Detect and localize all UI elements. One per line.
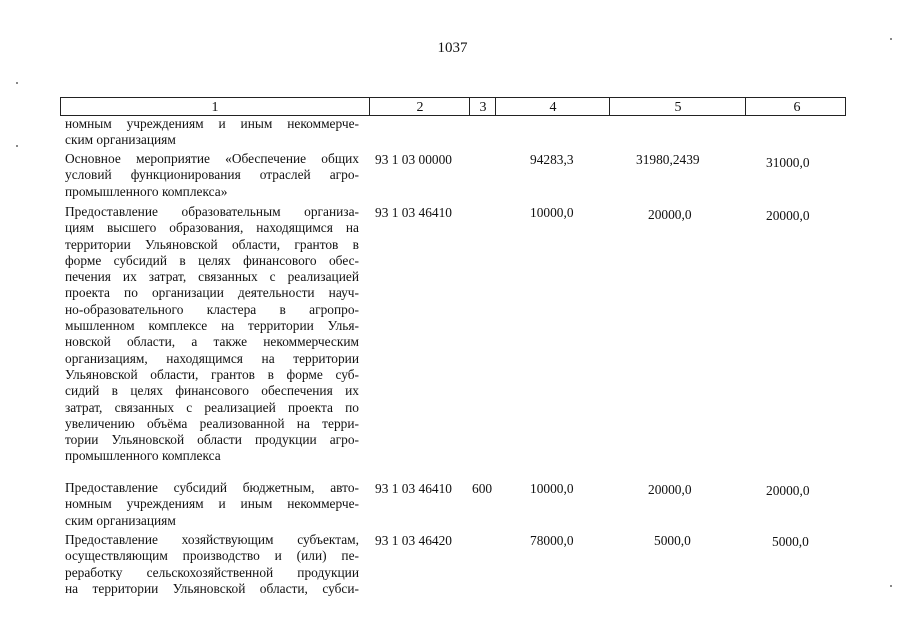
row-description xyxy=(65,204,359,465)
text-line: Предоставление образовательным организа- xyxy=(65,204,359,219)
text-line: но-образовательного кластера в агропро- xyxy=(65,301,359,317)
row-value-col4: 10000,0 xyxy=(530,481,574,496)
text-line: Предоставление хозяйствующим субъектам, xyxy=(65,532,359,547)
text-line: проекта по организации деятельности науч- xyxy=(65,285,359,301)
text-line: территории Ульяновской области, грантов в xyxy=(65,236,359,252)
header-cell-5: 5 xyxy=(609,98,746,115)
text-line: затрат, связанных с реализацией проекта по xyxy=(65,399,359,415)
text-line: увеличению объёма реализованной на терри- xyxy=(65,415,359,431)
row-value-col4: 78000,0 xyxy=(530,533,574,548)
text-line: циям высшего образования, находящимся на xyxy=(65,220,359,236)
row-value-col6: 20000,0 xyxy=(766,208,810,223)
row-value-col4: 94283,3 xyxy=(530,152,574,167)
text-line: Предоставление субсидий бюджетным, авто- xyxy=(65,480,359,495)
text-line: условий функционирования отраслей агро- xyxy=(65,167,359,183)
header-cell-6: 6 xyxy=(745,98,848,115)
scan-mark xyxy=(890,38,892,40)
row-code: 93 1 03 46410 xyxy=(375,481,452,496)
text-line: сидий в целях финансового обеспечения их xyxy=(65,383,359,399)
row-description xyxy=(65,480,359,529)
row-value-col5: 20000,0 xyxy=(648,207,692,222)
row-description xyxy=(65,116,359,149)
row-value-col5: 20000,0 xyxy=(648,482,692,497)
row-value-col6: 31000,0 xyxy=(766,155,810,170)
text-line: осуществляющим производство и (или) пе- xyxy=(65,548,359,564)
table-header-row xyxy=(60,97,846,116)
text-line: Основное мероприятие «Обеспечение общих xyxy=(65,151,359,166)
text-line: номным учреждениям и иным некоммерче- xyxy=(65,116,359,131)
text-line: форме субсидий в целях финансового обес- xyxy=(65,252,359,268)
row-value-col6: 5000,0 xyxy=(772,534,809,549)
header-cell-1: 1 xyxy=(211,100,219,115)
row-description xyxy=(65,151,359,200)
row-value-col6: 20000,0 xyxy=(766,483,810,498)
text-line: промышленного комплекса» xyxy=(65,183,228,199)
text-line: ским организациям xyxy=(65,132,176,148)
row-description xyxy=(65,532,359,597)
text-line: мышленном комплексе на территории Улья- xyxy=(65,318,359,334)
text-line: реработку сельскохозяйственной продукции xyxy=(65,564,359,580)
text-line: номным учреждениям и иным некоммерче- xyxy=(65,496,359,512)
text-line: промышленного комплекса xyxy=(65,448,221,464)
header-cell-4: 4 xyxy=(495,98,610,115)
text-line: Ульяновской области, грантов в форме суб- xyxy=(65,366,359,382)
scan-mark xyxy=(16,82,18,84)
row-type: 600 xyxy=(472,481,493,496)
text-line: тории Ульяновской области продукции агро- xyxy=(65,432,359,448)
row-value-col4: 10000,0 xyxy=(530,205,574,220)
row-code: 93 1 03 46420 xyxy=(375,533,452,548)
header-cell-2: 2 xyxy=(369,98,470,115)
text-line: ским организациям xyxy=(65,512,176,528)
row-value-col5: 5000,0 xyxy=(654,533,691,548)
row-code: 93 1 03 00000 xyxy=(375,152,452,167)
row-value-col5: 31980,2439 xyxy=(636,152,700,167)
text-line: новской области, а также некоммерческим xyxy=(65,334,359,350)
scan-mark xyxy=(16,145,18,147)
text-line: на территории Ульяновской области, субси- xyxy=(65,580,359,596)
row-code: 93 1 03 46410 xyxy=(375,205,452,220)
text-line: печения их затрат, связанных с реализацией xyxy=(65,269,359,285)
header-cell-3: 3 xyxy=(469,98,496,115)
text-line: организациям, находящимся на территории xyxy=(65,350,359,366)
scan-mark xyxy=(890,585,892,587)
page-number: 1037 xyxy=(437,40,468,56)
